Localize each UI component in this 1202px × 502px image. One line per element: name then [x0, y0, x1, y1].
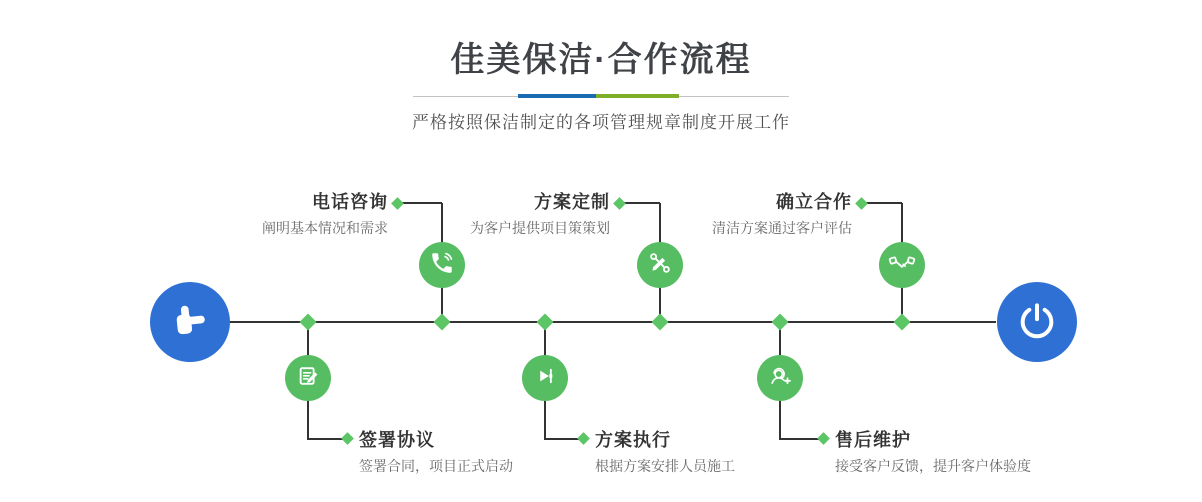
- power-icon: [1017, 300, 1057, 345]
- design-tools-icon: [647, 250, 673, 281]
- step-title: 电话咨询: [312, 192, 388, 212]
- divider-green-segment: [596, 94, 679, 98]
- step-label: [835, 428, 1031, 476]
- signed-document-icon: [295, 363, 321, 394]
- step-node-aftersales: [757, 355, 803, 401]
- page-title: 佳美保洁·合作流程: [450, 41, 752, 79]
- junction-diamond: [772, 314, 789, 331]
- pointing-hand-icon: [167, 296, 214, 347]
- junction-diamond: [652, 314, 669, 331]
- junction-diamond: [537, 314, 554, 331]
- page-subtitle: 严格按照保洁制定的各项管理规章制度开展工作: [412, 113, 790, 132]
- label-diamond: [817, 432, 830, 445]
- step-node-execute: [522, 355, 568, 401]
- step-node-cooperation: [879, 242, 925, 288]
- customer-service-icon: [767, 363, 793, 394]
- step-node-sign: [285, 355, 331, 401]
- step-title: 售后维护: [835, 430, 911, 450]
- step-label: [359, 428, 513, 476]
- step-title: 方案定制: [534, 192, 610, 212]
- timeline-line: [228, 321, 996, 323]
- step-label: [262, 190, 388, 238]
- junction-diamond: [434, 314, 451, 331]
- phone-icon: [429, 250, 455, 281]
- label-diamond: [855, 197, 868, 210]
- handshake-icon: [888, 249, 916, 282]
- step-desc: 签署合同，项目正式启动: [359, 458, 513, 474]
- label-diamond: [613, 197, 626, 210]
- connector-line: [398, 202, 442, 204]
- step-title: 签署协议: [359, 430, 435, 450]
- junction-diamond: [300, 314, 317, 331]
- step-label: [595, 428, 735, 476]
- timeline-start-node: [150, 282, 230, 362]
- step-desc: 接受客户反馈，提升客户体验度: [835, 458, 1031, 474]
- timeline-end-node: [997, 282, 1077, 362]
- label-diamond: [577, 432, 590, 445]
- title-divider: [413, 94, 789, 99]
- step-node-phone: [419, 242, 465, 288]
- divider-blue-segment: [518, 94, 596, 98]
- step-node-design: [637, 242, 683, 288]
- step-label: [712, 190, 852, 238]
- label-diamond: [341, 432, 354, 445]
- step-label: [470, 190, 610, 238]
- step-desc: 清洁方案通过客户评估: [712, 220, 852, 236]
- execute-plan-icon: [532, 363, 558, 394]
- step-desc: 根据方案安排人员施工: [595, 458, 735, 474]
- step-title: 方案执行: [595, 430, 671, 450]
- step-title: 确立合作: [776, 192, 852, 212]
- step-desc: 阐明基本情况和需求: [262, 220, 388, 236]
- label-diamond: [391, 197, 404, 210]
- step-desc: 为客户提供项目策策划: [470, 220, 610, 236]
- junction-diamond: [894, 314, 911, 331]
